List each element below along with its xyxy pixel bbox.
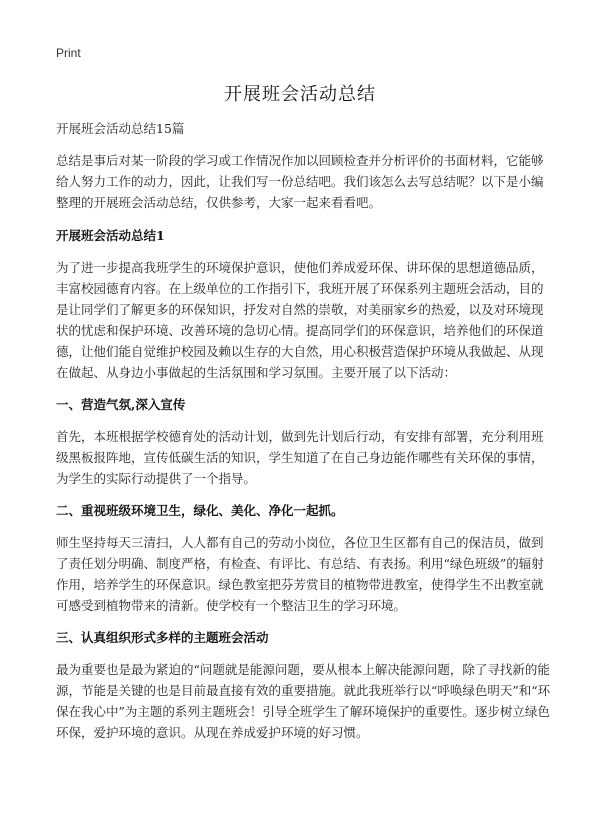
section-paragraph: 为了进一步提高我班学生的环境保护意识，使他们养成爱环保、讲环保的思想道德品质，丰富校园德育内容。在上级单位的工作指引下，我班开展了环保系列主题班会活动，目的是让同学们了解更多的环保知识，抒发对自然的崇敬，对美丽家乡的热爱，以及对环境现状的忧虑和保护环境、改善环境的急切心情。提高同学们的环保意识，培养他们的环保道德，让他们能自觉维护校园及赖以生存的大自然，用心积极营造保护环境从我做起、从现在做起、从身边小事做起的生活氛围和学习氛围。主要开展了以下活动： [56,260,544,380]
subsection-paragraph-2: 师生坚持每天三清扫，人人都有自己的劳动小岗位，各位卫生区都有自己的保洁员，做到了责任划分明确、制度严格，有检查、有评比、有总结、有表扬。利用“绿色班级”的辐射作用，培养学生的环保意识。绿色教室把芬芳赏目的植物带进教室，使得学生不出教室就可感受到植物带来的清新。使学校有一个整洁卫生的学习环境。 [56,535,544,613]
subsection-heading-3: 三、认真组织形式多样的主题班会活动 [56,630,269,645]
section-title: 开展班会活动总结1 [56,228,165,243]
print-link[interactable]: Print [56,46,81,60]
document-body [56,118,552,754]
subsection-paragraph-1: 首先，本班根据学校德育处的活动计划，做到先计划后行动，有安排有部署，充分利用班级黑板报阵地，宣传低碳生活的知识，学生知道了在自己身边能作哪些有关环保的事情，为学生的实际行动提供了一个指导。 [56,429,544,486]
subsection-paragraph-3: 最为重要也是最为紧迫的“问题就是能源问题，要从根本上解决能源问题，除了寻找新的能源，节能是关键的也是目前最直接有效的重要措施。就此我班举行以“呼唤绿色明天”和“环保在我心中”为主题的系列主题班会！引导全班学生了解环境保护的重要性。逐步树立绿色环保，爱护环境的意识。从现在养成爱护环境的好习惯。 [56,662,551,740]
intro-paragraph: 总结是事后对某一阶段的学习或工作情况作加以回顾检查并分析评价的书面材料，它能够给人努力工作的动力，因此，让我们写一份总结吧。我们该怎么去写总结呢？以下是小编整理的开展班会活动总结，仅供参考，大家一起来看看吧。 [56,153,544,210]
document-subtitle: 开展班会活动总结15篇 [56,121,185,136]
subsection-heading-2: 二、重视班级环境卫生，绿化、美化、净化一起抓。 [56,503,344,518]
subsection-heading-1: 一、营造气氛,深入宣传 [56,397,186,412]
page-title: 开展班会活动总结 [224,84,376,105]
